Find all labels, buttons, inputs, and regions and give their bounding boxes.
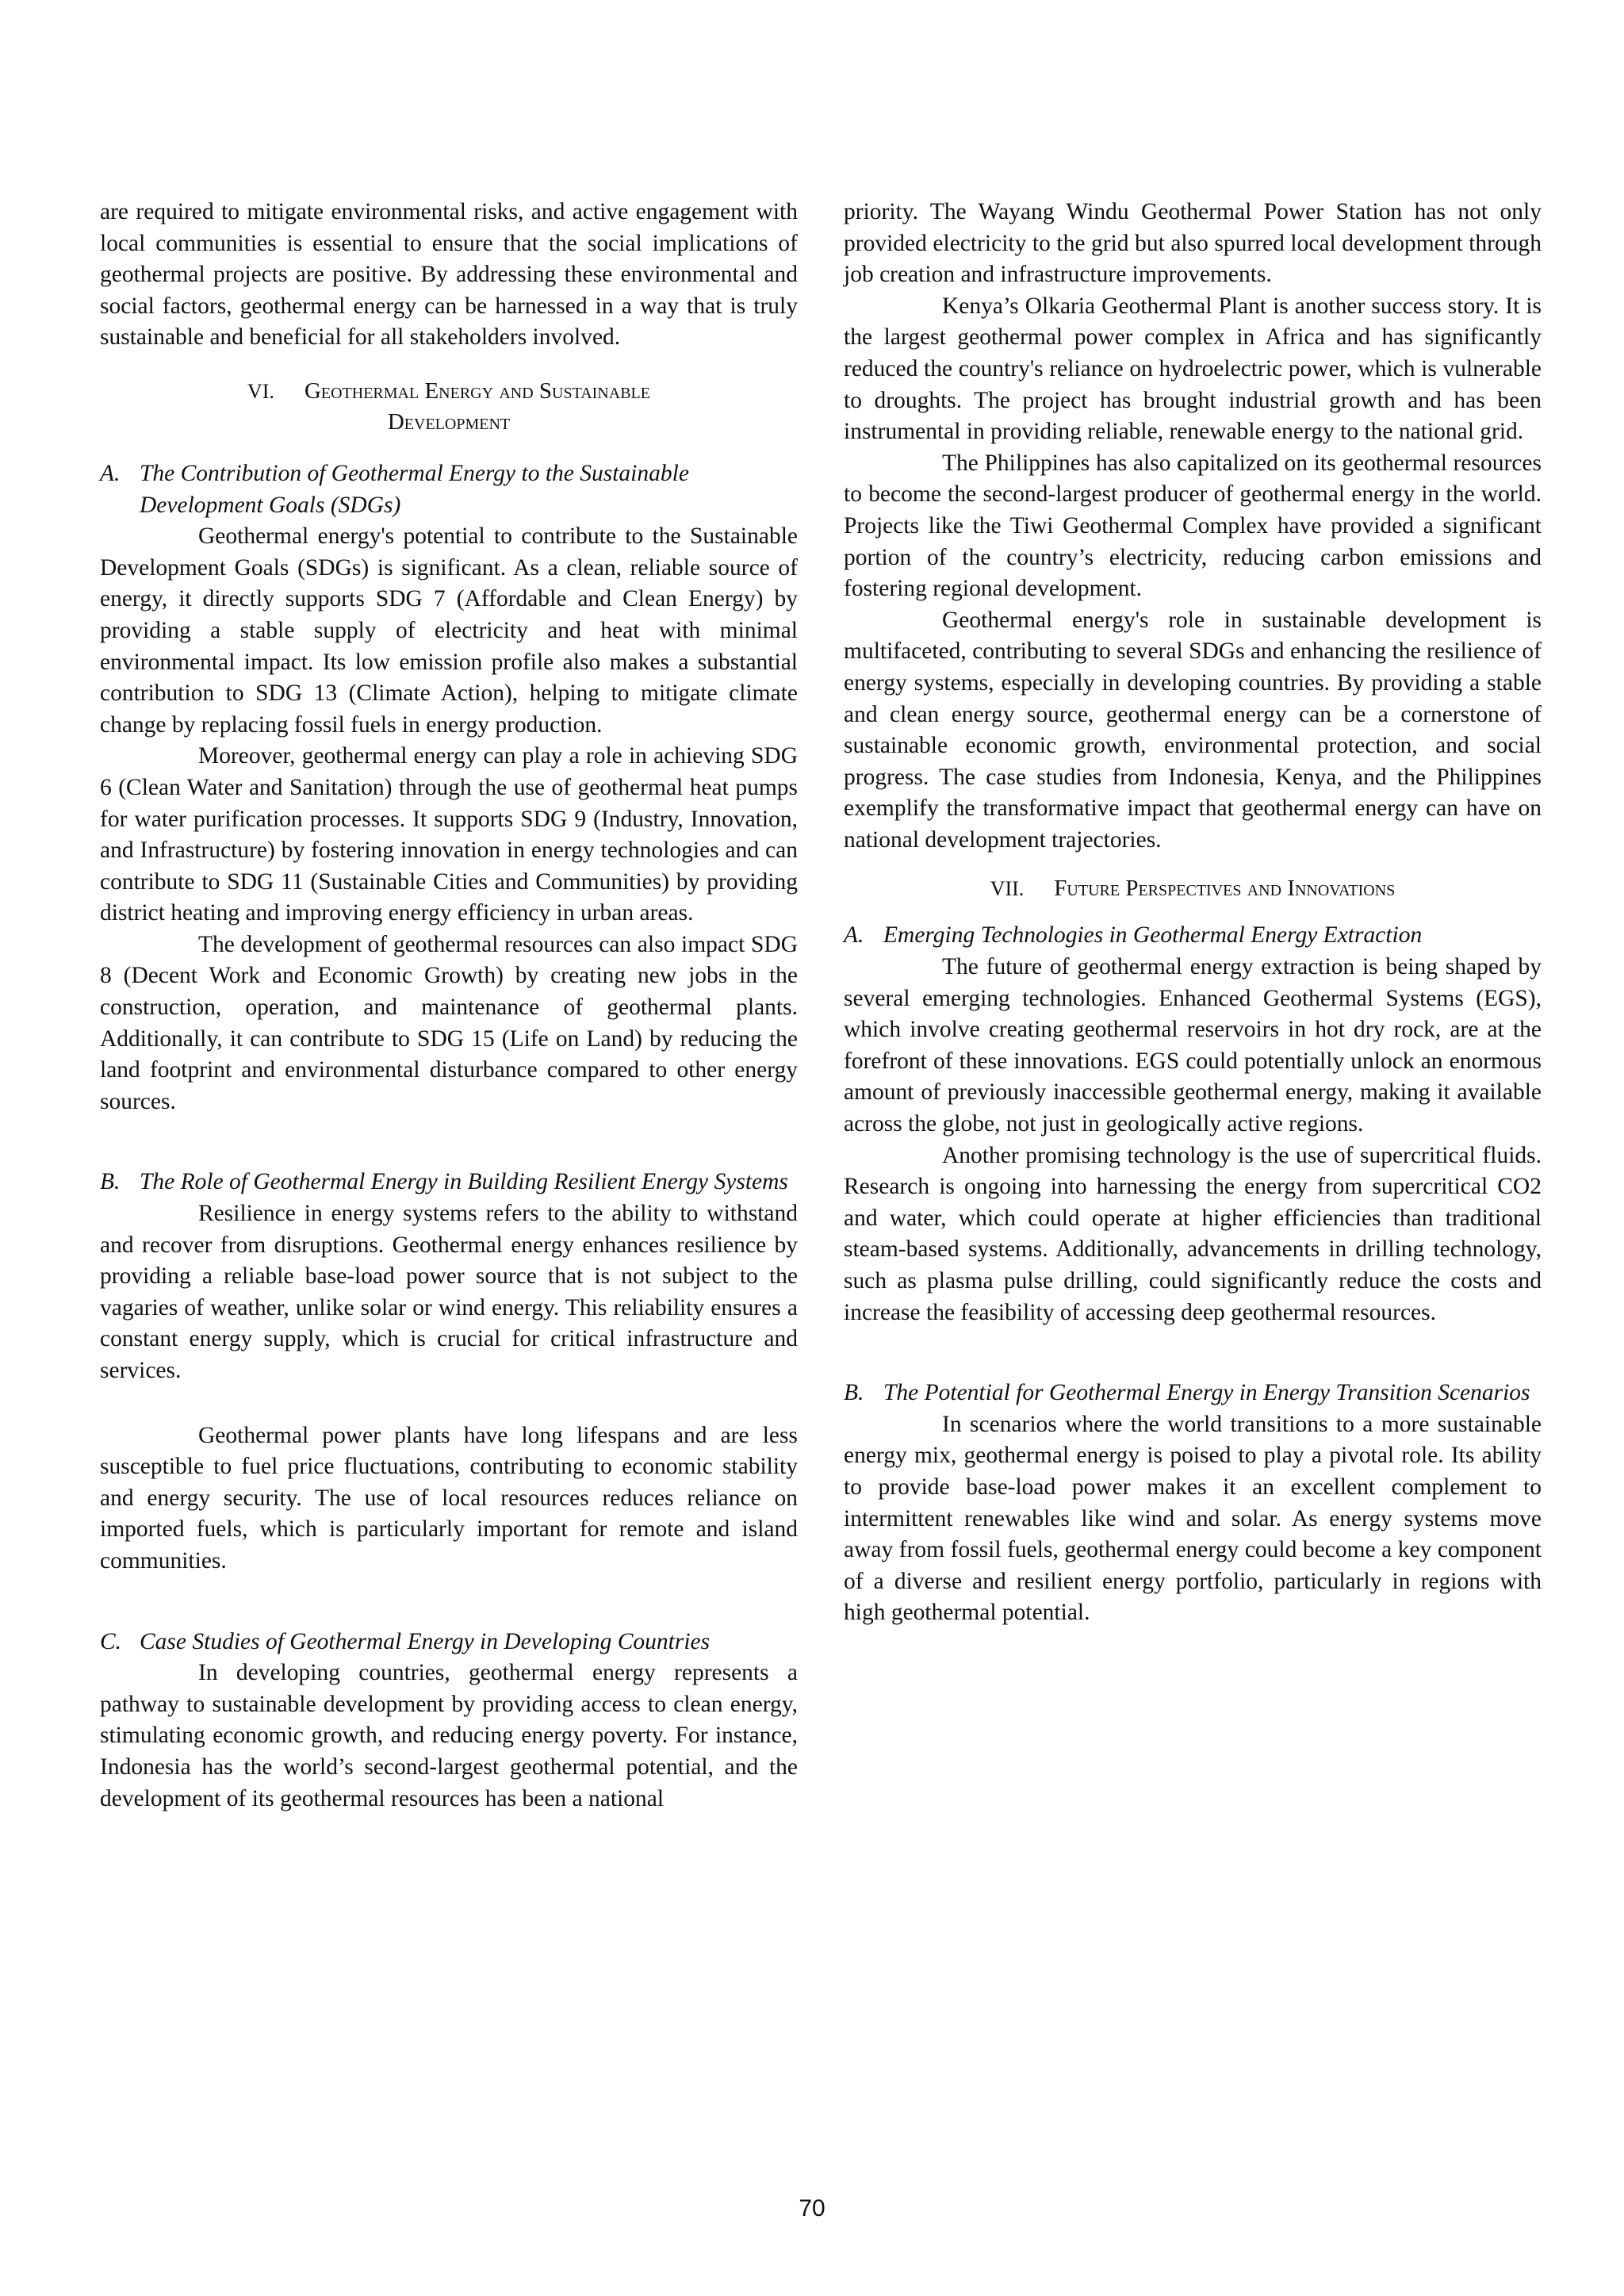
left-column [100,197,798,1815]
paragraph: In developing countries, geothermal energy represents a pathway to sustainable development by providing access to clean energy, stimulating economic growth, and reducing energy poverty. For instance, Indonesia has the world’s second-largest geothermal potential, and the development of its geothermal resources has been a national [100,1660,798,1811]
paragraph: Another promising technology is the use of supercritical fluids. Research is ongoing into harnessing the energy from supercritical CO2 and water, which could operate at higher efficiencies than traditional steam-based systems. Additionally, advancements in drilling technology, such as plasma pulse drilling, could significantly reduce the costs and increase the feasibility of accessing deep geothermal resources. [844,1142,1542,1325]
section-number: VI. [247,379,274,403]
section-title-line1: Geothermal Energy and Sustainable [304,378,650,404]
subsection-title: The Contribution of Geothermal Energy to the Sustainable Development Goals (SDGs) [140,460,689,518]
section-heading-vi [100,376,798,438]
section-number: VII. [990,877,1025,901]
subsection-heading-b [100,1167,798,1198]
subsection-letter: B. [844,1380,864,1406]
paragraph: In scenarios where the world transitions to a more sustainable energy mix, geothermal energy is poised to play a pivotal role. Its ability to provide base-load power makes it an excellent complement to intermittent renewables like wind and solar. As energy systems move away from fossil fuels, geothermal energy could become a key component of a diverse and resilient energy portfolio, particularly in regions with high geothermal potential. [844,1411,1542,1626]
subsection-heading-c [100,1627,798,1658]
page-number: 70 [799,2195,825,2221]
paragraph: Moreover, geothermal energy can play a role in achieving SDG 6 (Clean Water and Sanitation) through the use of geothermal heat pumps for water purification processes. It supports SDG 9 (Industry, Innovation, and Infrastructure) by fostering innovation in energy technologies and can contribute to SDG 11 (Sustainable Cities and Communities) by providing district heating and improving energy efficiency in urban areas. [100,743,798,926]
right-column [844,197,1542,1629]
paragraph: The development of geothermal resources can also impact SDG 8 (Decent Work and Economic Growth) by creating new jobs in the construction, operation, and maintenance of geothermal plants. Additionally, it can contribute to SDG 15 (Life on Land) by reducing the land footprint and environmental disturbance compared to other energy sources. [100,931,798,1114]
paragraph: are required to mitigate environmental risks, and active engagement with local communities is essential to ensure that the social implications of geothermal projects are positive. By addressing these environmental and social factors, geothermal energy can be harnessed in a way that is truly sustainable and beneficial for all stakeholders involved. [100,199,798,351]
subsection-heading-b [844,1378,1542,1409]
subsection-title: The Potential for Geothermal Energy in Energy Transition Scenarios [883,1380,1530,1406]
subsection-title: Case Studies of Geothermal Energy in Developing Countries [140,1628,710,1654]
subsection-letter: A. [844,922,864,949]
paragraph: Resilience in energy systems refers to the ability to withstand and recover from disruptions. Geothermal energy enhances resilience by providing a reliable base-load power source that is not subject to the vagaries of weather, unlike solar or wind energy. This reliability ensures a constant energy supply, which is crucial for critical infrastructure and services. [100,1201,798,1383]
paragraph: Geothermal power plants have long lifespans and are less susceptible to fuel price fluctuations, contributing to economic stability and energy security. The use of local resources reduces reliance on imported fuels, which is particularly important for remote and island communities. [100,1422,798,1573]
section-title: Future Perspectives and Innovations [1054,876,1396,902]
paragraph: Geothermal energy's role in sustainable development is multifaceted, contributing to several SDGs and enhancing the resilience of energy systems, especially in developing countries. By providing a stable and clean energy source, geothermal energy can be a cornerstone of sustainable economic growth, environmental protection, and social progress. The case studies from Indonesia, Kenya, and the Philippines exemplify the transformative impact that geothermal energy can have on national development trajectories. [844,607,1542,853]
paragraph: The Philippines has also capitalized on its geothermal resources to become the second-largest producer of geothermal energy in the world. Projects like the Tiwi Geothermal Complex have provided a significant portion of the country’s electricity, reducing carbon emissions and fostering regional development. [844,450,1542,602]
subsection-letter: C. [100,1628,122,1654]
paragraph: Kenya’s Olkaria Geothermal Plant is another success story. It is the largest geothermal power complex in Africa and has significantly reduced the country's reliance on hydroelectric power, which is vulnerable to droughts. The project has brought industrial growth and has been instrumental in providing reliable, renewable energy to the national grid. [844,293,1542,445]
paragraph: Geothermal energy's potential to contribute to the Sustainable Development Goals (SDGs) is significant. As a clean, reliable source of energy, it directly supports SDG 7 (Affordable and Clean Energy) by providing a stable supply of electricity and heat with minimal environmental impact. Its low emission profile also makes a substantial contribution to SDG 13 (Climate Action), helping to mitigate climate change by replacing fossil fuels in energy production. [100,523,798,738]
subsection-title: The Role of Geothermal Energy in Building Resilient Energy Systems [140,1169,788,1195]
subsection-letter: A. [100,460,121,486]
subsection-heading-a [844,920,1542,952]
subsection-heading-a [100,458,798,521]
paragraph: The future of geothermal energy extraction is being shaped by several emerging technologies. Enhanced Geothermal Systems (EGS), which involve creating geothermal reservoirs in hot dry rock, are at the forefront of these innovations. EGS could potentially unlock an enormous amount of previously inaccessible geothermal energy, making it available across the globe, not just in geologically active regions. [844,954,1542,1137]
section-heading-vii [844,873,1542,904]
paragraph: priority. The Wayang Windu Geothermal Power Station has not only provided electricity to the grid but also spurred local development through job creation and infrastructure improvements. [844,199,1542,288]
subsection-title: Emerging Technologies in Geothermal Energy Extraction [883,922,1423,949]
subsection-letter: B. [100,1169,121,1195]
section-title-line2: Development [387,408,511,435]
